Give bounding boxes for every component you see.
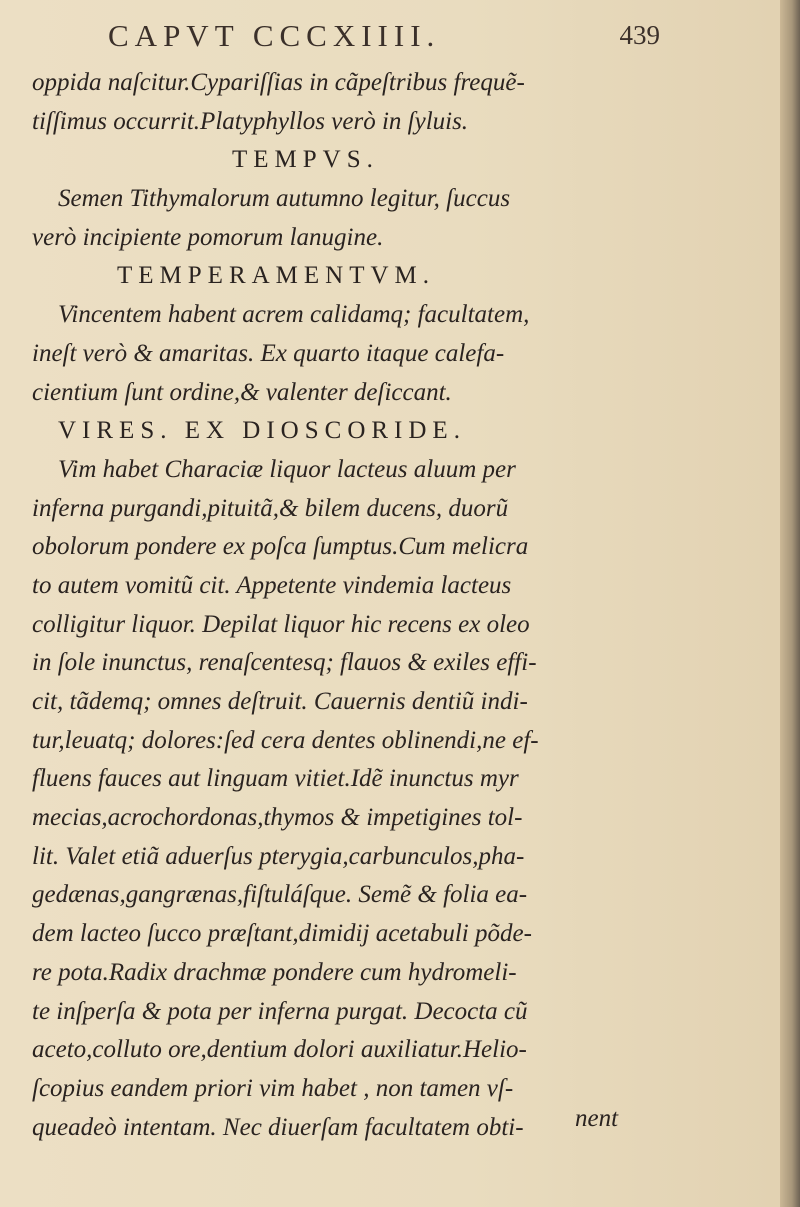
catchword: nent <box>575 1105 619 1132</box>
body-text <box>22 64 642 1147</box>
section-heading-tempus: TEMPVS. <box>232 146 379 174</box>
text-line: tiſſimus occurrit.Platyphyllos verò in ſyluis. <box>32 107 469 135</box>
text-line: verò incipiente pomorum lanugine. <box>32 223 384 251</box>
section-heading-vires: VIRES. EX DIOSCORIDE. <box>58 417 466 445</box>
text-line: in ſole inunctus, renaſcentesq; flauos & exiles effi- <box>32 649 537 677</box>
text-line: mecias,acrochordonas,thymos & impetigines tol- <box>32 804 523 832</box>
text-line: Vincentem habent acrem calidamq; facultatem, <box>58 301 530 329</box>
text-line: ſcopius eandem priori vim habet , non tamen vſ- <box>32 1074 514 1102</box>
text-line: gedænas,gangrænas,fiſtuláſque. Semẽ & folia ea- <box>32 881 528 909</box>
text-line: queadeò intentam. Nec diuerſam facultatem obti- <box>32 1113 524 1141</box>
text-line: Semen Tithymalorum autumno legitur, ſuccus <box>58 185 511 213</box>
text-line: tur,leuatq; dolores:ſed cera dentes oblinendi,ne ef- <box>32 726 539 754</box>
text-line: obolorum pondere ex poſca ſumptus.Cum melicra <box>32 533 529 561</box>
text-line: cit, tãdemq; omnes deſtruit. Cauernis dentiũ indi- <box>32 688 528 715</box>
page-number: 439 <box>619 20 660 50</box>
text-line: inferna purgandi,pituitã,& bilem ducens, duorũ <box>32 494 509 522</box>
text-line: Vim habet Characiæ liquor lacteus aluum per <box>58 455 516 483</box>
book-gutter <box>780 0 800 1207</box>
text-line: colligitur liquor. Depilat liquor hic recens ex oleo <box>32 610 530 638</box>
text-line: to autem vomitũ cit. Appetente vindemia lacteus <box>32 571 512 599</box>
running-head: CAPVT CCCXIIII. <box>108 18 441 53</box>
page-header <box>100 10 660 60</box>
text-line: cientium ſunt ordine,& valenter deſiccant. <box>32 378 452 406</box>
text-line: fluens fauces aut linguam vitiet.Idẽ inunctus myr <box>32 765 519 793</box>
text-line: aceto,colluto ore,dentium dolori auxiliatur.Helio- <box>32 1036 527 1064</box>
text-line: ineſt verò & amaritas. Ex quarto itaque calefa- <box>32 339 505 367</box>
section-heading-temperamentum: TEMPERAMENTVM. <box>117 262 436 290</box>
text-line: re pota.Radix drachmæ pondere cum hydromeli- <box>32 958 517 986</box>
text-line: te inſperſa & pota per inferna purgat. Decocta cũ <box>32 997 528 1025</box>
text-line: oppida naſcitur.Cypariſſias in cãpeſtribus frequẽ- <box>32 69 525 96</box>
text-line: lit. Valet etiã aduerſus pterygia,carbunculos,pha- <box>32 842 525 870</box>
text-line: dem lacteo ſucco præſtant,dimidij acetabuli põde- <box>32 920 532 948</box>
